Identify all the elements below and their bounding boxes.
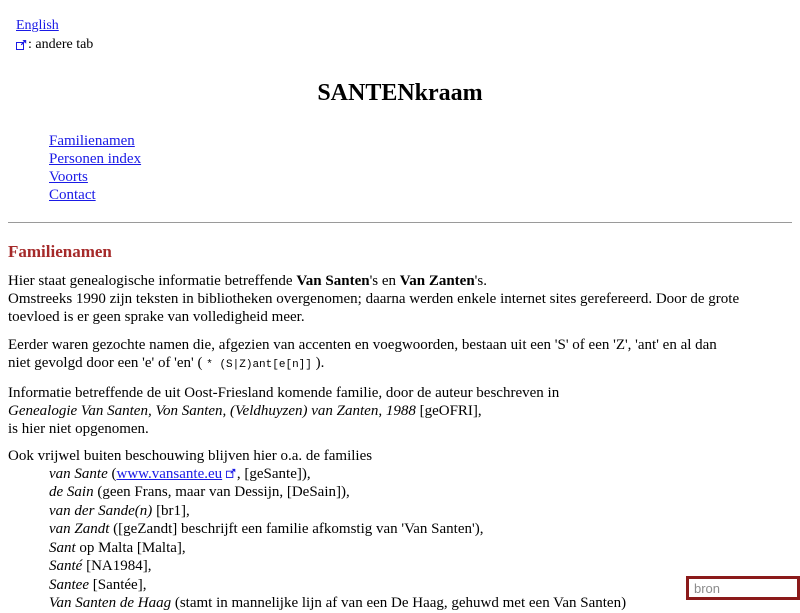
family-note: (geen Frans, maar van Dessijn, [DeSain]), [93, 484, 350, 501]
nav-item-voorts[interactable]: Voorts [49, 168, 88, 185]
topbar [16, 17, 792, 53]
list-item [49, 557, 792, 576]
section-heading-familienamen: Familienamen [8, 241, 112, 261]
paragraph-name-pattern [8, 336, 792, 374]
family-name: van Sante [49, 465, 108, 482]
oostfriesland-book-ref: [geOFRI], [415, 402, 482, 419]
family-note: (stamt in mannelijke lijn af van een De Haag, gehuwd met een Van Santen) [171, 595, 627, 612]
main-navigation [49, 132, 792, 204]
external-link-icon [16, 39, 27, 50]
family-name: Van Santen de Haag [49, 595, 172, 612]
family-note: [NA1984], [82, 558, 152, 575]
intro-line3: toevloed is er geen sprake van volledigheid meer. [8, 308, 305, 325]
pattern-line1: Eerder waren gezochte namen die, afgezien van accenten en voegwoorden, bestaan uit een 'S' of een 'Z', 'ant' en al dan [8, 336, 717, 353]
pattern-line2-prefix: niet gevolgd door een 'e' of 'en' ( [8, 354, 207, 371]
intro-text-part3: 's. [474, 272, 487, 289]
intro-bold-van-zanten: Van Zanten [399, 272, 475, 289]
intro-line2: Omstreeks 1990 zijn teksten in bibliotheken overgenomen; daarna werden enkele internet sites gerefereerd. Door de grote [8, 290, 740, 307]
intro-text-part2: 's en [369, 272, 400, 289]
pattern-line2-suffix: ). [311, 354, 325, 371]
family-name: de Sain [49, 484, 94, 501]
paragraph-excluded-families-intro: Ook vrijwel buiten beschouwing blijven hier o.a. de families [8, 447, 373, 464]
search-box[interactable] [686, 576, 800, 600]
family-website-link[interactable]: www.vansante.eu [116, 465, 223, 482]
list-item [49, 465, 792, 484]
oostfriesland-line3: is hier niet opgenomen. [8, 420, 149, 437]
family-name: van der Sande(n) [49, 502, 153, 519]
list-item [49, 539, 792, 558]
family-note: , [geSante]), [236, 465, 311, 482]
page-title: SANTENkraam [317, 80, 483, 107]
pattern-regex: * (S|Z)ant[e[n]] [206, 358, 312, 371]
external-link-legend-text: : andere tab [28, 36, 94, 52]
nav-item-personen-index[interactable]: Personen index [49, 150, 142, 167]
oostfriesland-line1: Informatie betreffende de uit Oost-Friesland komende familie, door de auteur beschreven in [8, 384, 560, 401]
search-input[interactable] [689, 579, 797, 597]
oostfriesland-book-title: Genealogie Van Santen, Von Santen, (Veldhuyzen) van Zanten, 1988 [8, 402, 416, 419]
family-name: van Zandt [49, 521, 110, 538]
list-item [49, 576, 792, 595]
family-note: [br1], [152, 502, 190, 519]
family-note: ([geZandt] beschrijft een familie afkomstig van 'Van Santen'), [109, 521, 484, 538]
excluded-families-list [8, 465, 792, 613]
external-link-legend [16, 37, 792, 54]
nav-item-familienamen[interactable]: Familienamen [49, 132, 135, 149]
family-note: op Malta [Malta], [75, 539, 186, 556]
horizontal-divider [8, 222, 792, 223]
external-link-icon [226, 468, 237, 479]
list-item [49, 594, 792, 613]
paragraph-oost-friesland [8, 384, 792, 438]
family-name: Santee [49, 576, 89, 593]
list-item [49, 483, 792, 502]
family-open-paren: ( [107, 465, 117, 482]
intro-text-part1: Hier staat genealogische informatie betreffende [8, 272, 297, 289]
nav-item-contact[interactable]: Contact [49, 186, 96, 203]
intro-bold-van-santen: Van Santen [296, 272, 370, 289]
family-note: [Santée], [88, 576, 147, 593]
list-item [49, 520, 792, 539]
language-link-english[interactable]: English [16, 18, 59, 33]
paragraph-intro [8, 272, 792, 326]
family-name: Santé [49, 558, 83, 575]
list-item [49, 502, 792, 521]
family-name: Sant [49, 539, 76, 556]
